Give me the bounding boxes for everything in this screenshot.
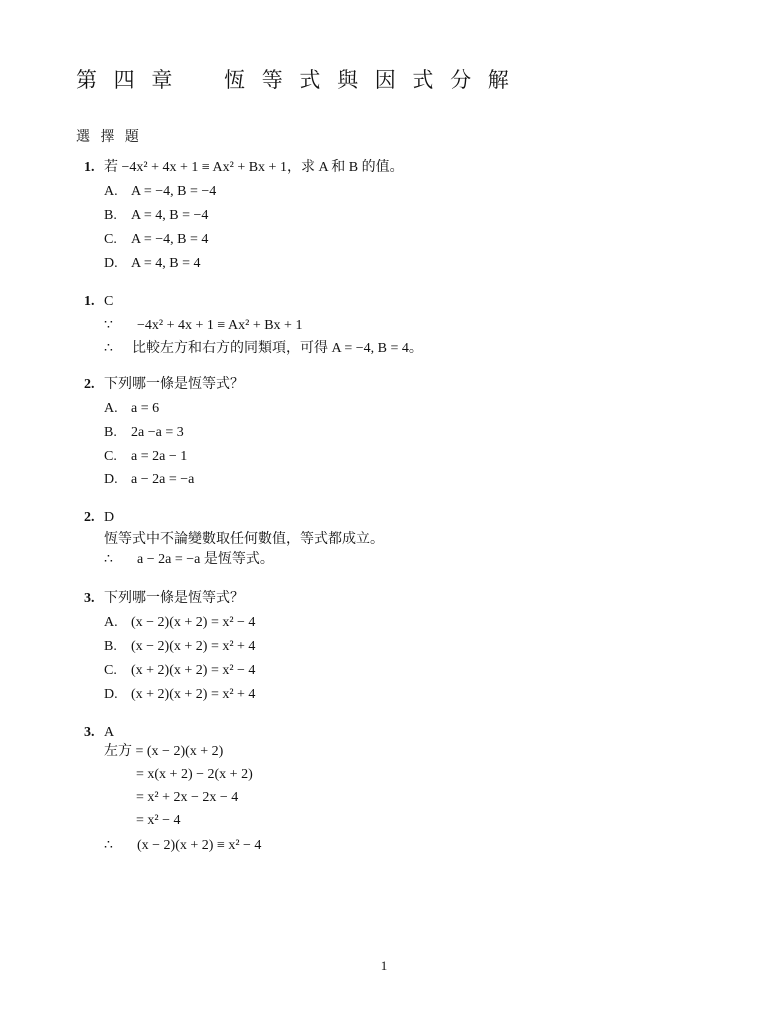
section-title: 選 擇 題 <box>76 129 142 145</box>
question-1-stem: 若 −4x² + 4x + 1 ≡ Ax² + Bx + 1，求 A 和 B 的值。 <box>104 160 404 175</box>
option-text: a = 2a − 1 <box>131 449 188 464</box>
answer-2-number: 2. <box>84 510 95 525</box>
option-text: (x − 2)(x + 2) = x² − 4 <box>131 615 256 630</box>
answer-3-conclusion <box>104 837 261 855</box>
option-letter: A. <box>104 401 118 416</box>
answer-3-step-3: = x² + 2x − 2x − 4 <box>136 790 239 805</box>
option-text: 2a −a = 3 <box>131 425 184 440</box>
question-1-number: 1. <box>84 160 95 175</box>
answer-2-therefore-line <box>104 551 274 569</box>
question-1-option-b <box>104 207 208 225</box>
question-3-option-a <box>104 614 255 632</box>
question-3-option-d <box>104 686 255 704</box>
therefore-mark: ∴ <box>104 341 113 356</box>
question-3-stem: 下列哪一條是恆等式？ <box>104 591 244 606</box>
option-text: A = 4, B = 4 <box>131 256 201 271</box>
answer-1-number: 1. <box>84 294 95 309</box>
question-1-option-c <box>104 231 208 249</box>
therefore-mark: ∴ <box>104 552 113 567</box>
question-2-option-b <box>104 424 184 442</box>
answer-3-choice: A <box>104 725 115 740</box>
answer-3-step-2: = x(x + 2) − 2(x + 2) <box>136 767 253 782</box>
therefore-mark: ∴ <box>104 838 113 853</box>
question-1-option-a <box>104 183 216 201</box>
working-text: a − 2a = −a 是恆等式。 <box>137 552 274 567</box>
answer-3-step-4: = x² − 4 <box>136 813 181 828</box>
answer-2-choice: D <box>104 510 115 525</box>
option-letter: C. <box>104 449 117 464</box>
question-2-option-a <box>104 400 159 418</box>
option-letter: D. <box>104 687 118 702</box>
answer-3-step-1: 左方 = (x − 2)(x + 2) <box>104 744 224 759</box>
question-3-option-c <box>104 662 255 680</box>
answer-1-because-line <box>104 317 302 335</box>
because-mark: ∵ <box>104 318 113 333</box>
option-letter: B. <box>104 208 117 223</box>
option-text: A = −4, B = 4 <box>131 232 209 247</box>
option-letter: D. <box>104 256 118 271</box>
page-number: 1 <box>380 958 388 973</box>
working-text: 比較左方和右方的同類項，可得 A = −4, B = 4。 <box>132 341 423 356</box>
working-text: −4x² + 4x + 1 ≡ Ax² + Bx + 1 <box>137 318 303 333</box>
option-letter: A. <box>104 184 118 199</box>
question-2-stem: 下列哪一條是恆等式？ <box>104 377 244 392</box>
option-text: A = 4, B = −4 <box>131 208 209 223</box>
answer-3-number: 3. <box>84 725 95 740</box>
question-2-option-d <box>104 471 194 489</box>
answer-1-therefore-line <box>104 340 423 358</box>
question-3-number: 3. <box>84 591 95 606</box>
option-text: A = −4, B = −4 <box>131 184 217 199</box>
option-text: (x − 2)(x + 2) = x² + 4 <box>131 639 256 654</box>
option-text: (x + 2)(x + 2) = x² + 4 <box>131 687 256 702</box>
question-1-option-d <box>104 255 200 273</box>
question-2-number: 2. <box>84 377 95 392</box>
option-letter: C. <box>104 232 117 247</box>
option-text: (x + 2)(x + 2) = x² − 4 <box>131 663 256 678</box>
option-letter: C. <box>104 663 117 678</box>
option-letter: D. <box>104 472 118 487</box>
chapter-title: 第 四 章 恆 等 式 與 因 式 分 解 <box>76 68 514 92</box>
question-2-option-c <box>104 448 187 466</box>
answer-2-explanation: 恆等式中不論變數取任何數值，等式都成立。 <box>104 532 384 547</box>
option-letter: B. <box>104 425 117 440</box>
option-letter: A. <box>104 615 118 630</box>
answer-1-choice: C <box>104 294 114 309</box>
option-letter: B. <box>104 639 117 654</box>
option-text: a − 2a = −a <box>131 472 195 487</box>
option-text: a = 6 <box>131 401 160 416</box>
working-text: (x − 2)(x + 2) ≡ x² − 4 <box>137 838 262 853</box>
question-3-option-b <box>104 638 255 656</box>
